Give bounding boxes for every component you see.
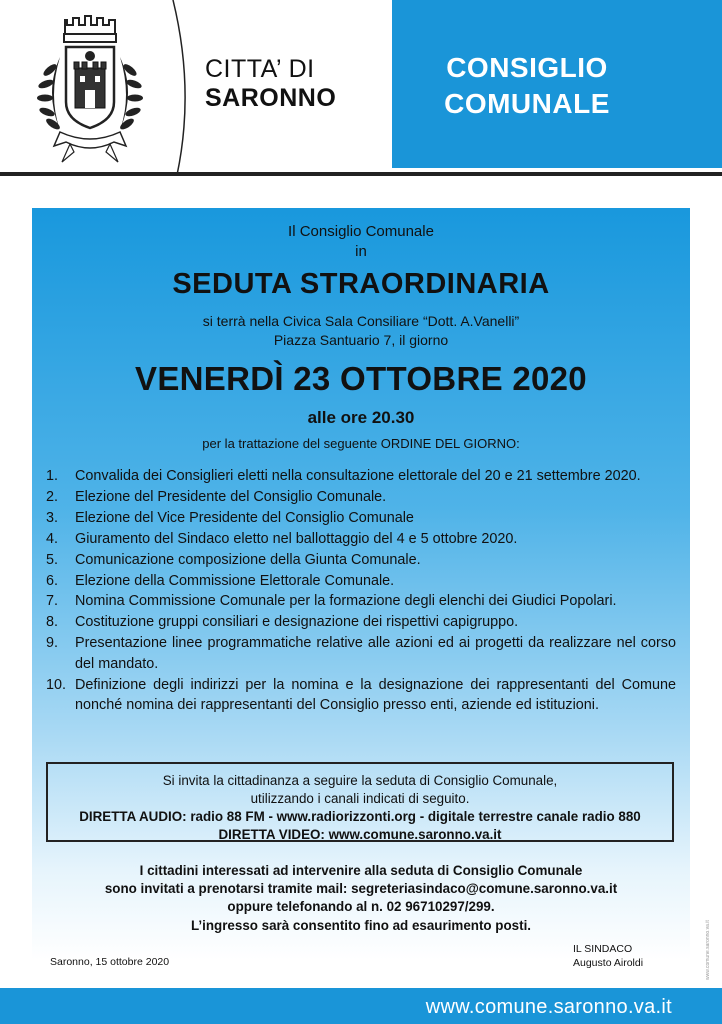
mayor-signature bbox=[573, 942, 643, 970]
broadcast-channels-note: utilizzando i canali indicati di seguito. bbox=[250, 791, 470, 806]
footer-bar bbox=[0, 988, 722, 1024]
agenda-item bbox=[46, 675, 676, 716]
side-credit: www.comune.saronno.va.it bbox=[705, 920, 711, 980]
agenda-item-number: 7. bbox=[46, 593, 59, 610]
city-name-line1: CITTA’ DI bbox=[205, 55, 315, 83]
venue-line1: si terrà nella Civica Sala Consiliare “Dott. A.Vanelli” bbox=[202, 313, 520, 329]
council-banner bbox=[392, 0, 722, 168]
agenda-item-number: 6. bbox=[46, 572, 59, 589]
agenda-item-text: Giuramento del Sindaco eletto nel ballottaggio del 4 e 5 ottobre 2020. bbox=[75, 530, 518, 547]
header-rule bbox=[0, 172, 722, 176]
agenda-item-text: Convalida dei Consiglieri eletti nella consultazione elettorale del 20 e 21 settembre 2020. bbox=[75, 468, 641, 484]
agenda-item-number: 10. bbox=[46, 676, 67, 693]
agenda-item bbox=[46, 571, 676, 591]
intro-line1: Il Consiglio Comunale bbox=[288, 223, 434, 240]
header bbox=[0, 0, 722, 175]
mayor-name: Augusto Airoldi bbox=[573, 957, 644, 969]
agenda-item bbox=[46, 612, 676, 632]
agenda-item-number: 1. bbox=[46, 468, 59, 484]
booking-capacity-note: L’ingresso sarà consentito fino ad esaurimento posti. bbox=[190, 918, 532, 933]
agenda-item-text: Presentazione linee programmatiche relative alle azioni ed ai progetti da realizzare nel corso del mandato. bbox=[75, 635, 676, 672]
session-title: SEDUTA STRAORDINARIA bbox=[172, 268, 550, 300]
agenda-item-number: 9. bbox=[46, 635, 59, 652]
agenda-item-number: 8. bbox=[46, 614, 59, 631]
meeting-time: alle ore 20.30 bbox=[307, 408, 415, 427]
intro-line2: in bbox=[355, 243, 367, 260]
city-name bbox=[205, 55, 336, 113]
booking-phone: oppure telefonando al n. 02 96710297/299. bbox=[227, 899, 495, 914]
mayor-role: IL SINDACO bbox=[573, 943, 633, 955]
header-divider-curve bbox=[165, 0, 205, 175]
broadcast-box bbox=[46, 762, 674, 842]
council-title-line2: COMUNALE bbox=[444, 88, 610, 119]
agenda-item-text: Elezione della Commissione Elettorale Comunale. bbox=[75, 572, 395, 589]
council-title-line1: CONSIGLIO bbox=[446, 52, 608, 83]
notice-panel bbox=[32, 208, 690, 960]
agenda-item-text: Comunicazione composizione della Giunta Comunale. bbox=[75, 551, 421, 568]
agenda-item-text: Elezione del Presidente del Consiglio Comunale. bbox=[75, 488, 387, 505]
broadcast-invite: Si invita la cittadinanza a seguire la seduta di Consiglio Comunale, bbox=[162, 773, 558, 788]
agenda-item bbox=[46, 466, 676, 486]
audio-stream-info: DIRETTA AUDIO: radio 88 FM - www.radiorizzonti.org - digitale terrestre canale radio 880 bbox=[79, 809, 641, 824]
agenda-item bbox=[46, 529, 676, 549]
city-crest-logo bbox=[30, 12, 150, 164]
video-stream-info: DIRETTA VIDEO: www.comune.saronno.va.it bbox=[218, 827, 502, 842]
agenda-item-text: Costituzione gruppi consiliari e designazione dei rispettivi capigruppo. bbox=[75, 614, 519, 631]
agenda-item-number: 3. bbox=[46, 509, 59, 526]
place-date: Saronno, 15 ottobre 2020 bbox=[50, 956, 170, 968]
agenda-item-number: 4. bbox=[46, 530, 59, 547]
booking-email: sono invitati a prenotarsi tramite mail: segreteriasindaco@comune.saronno.va.it bbox=[104, 881, 618, 896]
agenda-list bbox=[46, 466, 676, 716]
footer-website-link[interactable]: www.comune.saronno.va.it bbox=[425, 996, 672, 1018]
agenda-item bbox=[46, 508, 676, 528]
council-title bbox=[392, 50, 662, 122]
meeting-date: VENERDÌ 23 OTTOBRE 2020 bbox=[135, 360, 587, 397]
agenda-item bbox=[46, 633, 676, 674]
agenda-item bbox=[46, 550, 676, 570]
booking-line1: I cittadini interessati ad intervenire alla seduta di Consiglio Comunale bbox=[139, 863, 583, 878]
venue-line2: Piazza Santuario 7, il giorno bbox=[273, 332, 449, 348]
agenda-item bbox=[46, 487, 676, 507]
agenda-item-number: 2. bbox=[46, 488, 59, 505]
agenda-item-text: Definizione degli indirizzi per la nomina e la designazione dei rappresentanti del Comune nonché nomina dei rappresentanti del Consiglio presso enti, aziende ed istituzioni. bbox=[75, 676, 676, 713]
agenda-item-text: Nomina Commissione Comunale per la formazione degli elenchi dei Giudici Popolari. bbox=[75, 593, 617, 610]
agenda-item-number: 5. bbox=[46, 551, 59, 568]
agenda-intro: per la trattazione del seguente ORDINE DEL GIORNO: bbox=[202, 436, 520, 451]
agenda-item bbox=[46, 591, 676, 611]
agenda-item-text: Elezione del Vice Presidente del Consiglio Comunale bbox=[75, 509, 414, 526]
city-name-line2: SARONNO bbox=[205, 84, 337, 112]
